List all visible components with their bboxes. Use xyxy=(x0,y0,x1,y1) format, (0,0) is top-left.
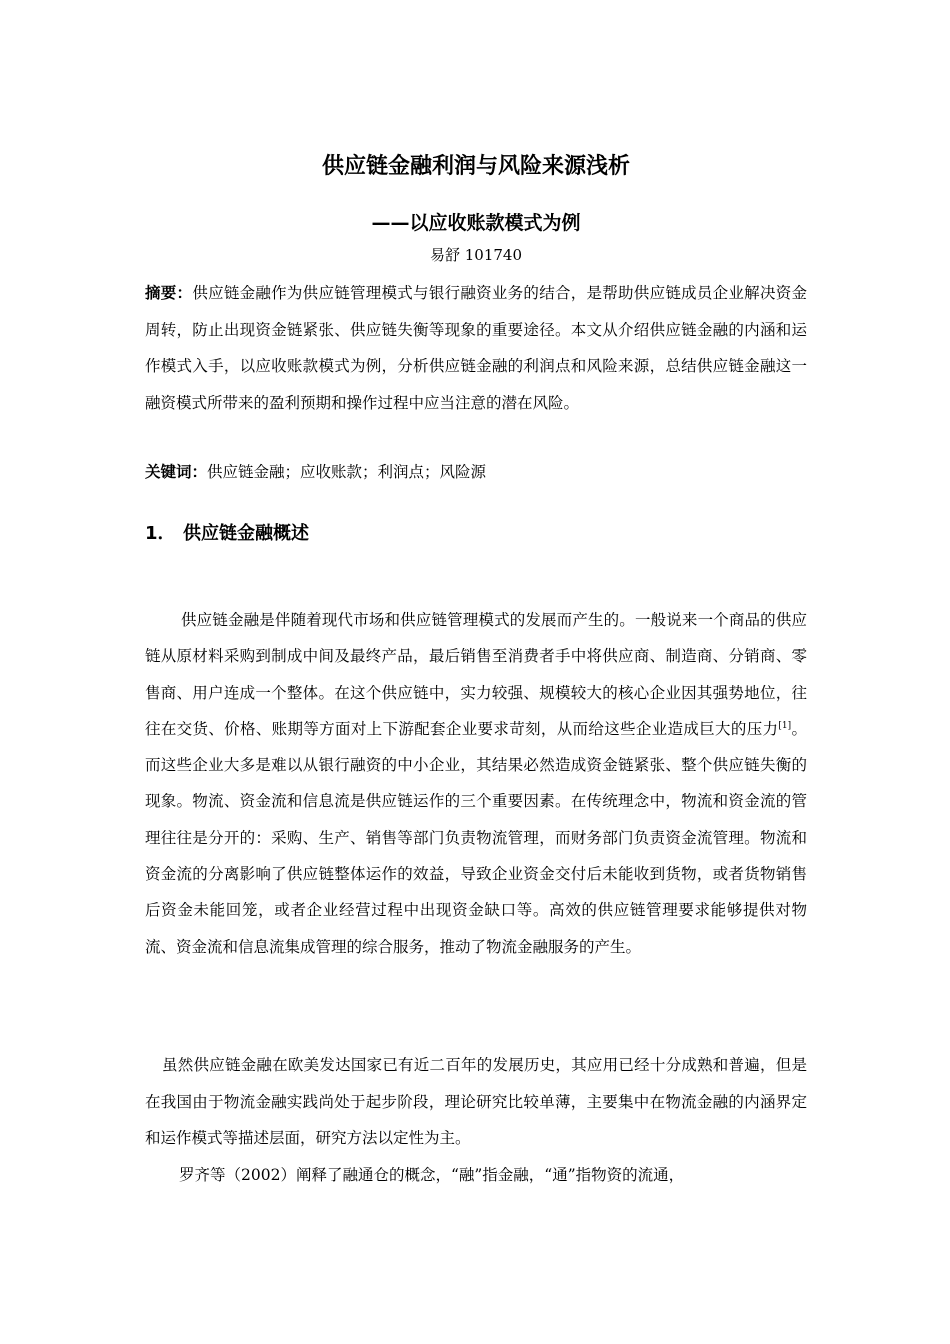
abstract-text: 供应链金融作为供应链管理模式与银行融资业务的结合，是帮助供应链成员企业解决资金周转，防止出现资金链紧张、供应链失衡等现象的重要途径。本文从介绍供应链金融的内涵和运作模式入手，以应收账款模式为例，分析供应链金融的利润点和风险来源，总结供应链金融这一融资模式所带来的盈利预期和操作过程中应当注意的潜在风险。 xyxy=(145,284,807,412)
section-heading xyxy=(145,519,807,549)
paragraph-1-text-a: 供应链金融是伴随着现代市场和供应链管理模式的发展而产生的。一般说来一个商品的供应链从原材料采购到制成中间及最终产品，最后销售至消费者手中将供应商、制造商、分销商、零售商、用户连成一个整体。在这个供应链中，实力较强、规模较大的核心企业因其强势地位，往往在交货、价格、账期等方面对上下游配套企业要求苛刻，从而给这些企业造成巨大的压力 xyxy=(145,611,807,738)
abstract-label: 摘要： xyxy=(145,284,193,302)
page-subtitle: ——以应收账款模式为例 xyxy=(371,212,581,234)
body-paragraph-2: 虽然供应链金融在欧美发达国家已有近二百年的发展历史，其应用已经十分成熟和普遍，但是在我国由于物流金融实践尚处于起步阶段，理论研究比较单薄，主要集中在物流金融的内涵界定和运作模式等描述层面，研究方法以定性为主。 xyxy=(145,1056,807,1147)
keywords-block xyxy=(145,457,807,487)
section-number: 1． xyxy=(145,523,176,544)
keywords-label: 关键词： xyxy=(145,463,208,481)
paragraph-1-text-b: 。而这些企业大多是难以从银行融资的中小企业，其结果必然造成资金链紧张、整个供应链失衡的现象。物流、资金流和信息流是供应链运作的三个重要因素。在传统理念中，物流和资金流的管理往往是分开的：采购、生产、销售等部门负责物流管理，而财务部门负责资金流管理。物流和资金流的分离影响了供应链整体运作的效益，导致企业资金交付后未能收到货物，或者货物销售后资金未能回笼，或者企业经营过程中出现资金缺口等。高效的供应链管理要求能够提供对物流、资金流和信息流集成管理的综合服务，推动了物流金融服务的产生。 xyxy=(145,719,807,956)
keywords-text: 供应链金融；应收账款；利润点；风险源 xyxy=(207,463,487,481)
page-title: 供应链金融利润与风险来源浅析 xyxy=(321,154,630,179)
body-paragraph-1 xyxy=(145,602,807,965)
citation-ref-1[interactable]: [1] xyxy=(778,720,792,731)
body-paragraph-3: 罗齐等（2002）阐释了融通仓的概念，“融”指金融，“通”指物资的流通， xyxy=(179,1166,685,1184)
abstract-block xyxy=(145,275,807,421)
author-line: 易舒 101740 xyxy=(429,246,523,264)
section-title: 供应链金融概述 xyxy=(183,523,309,544)
